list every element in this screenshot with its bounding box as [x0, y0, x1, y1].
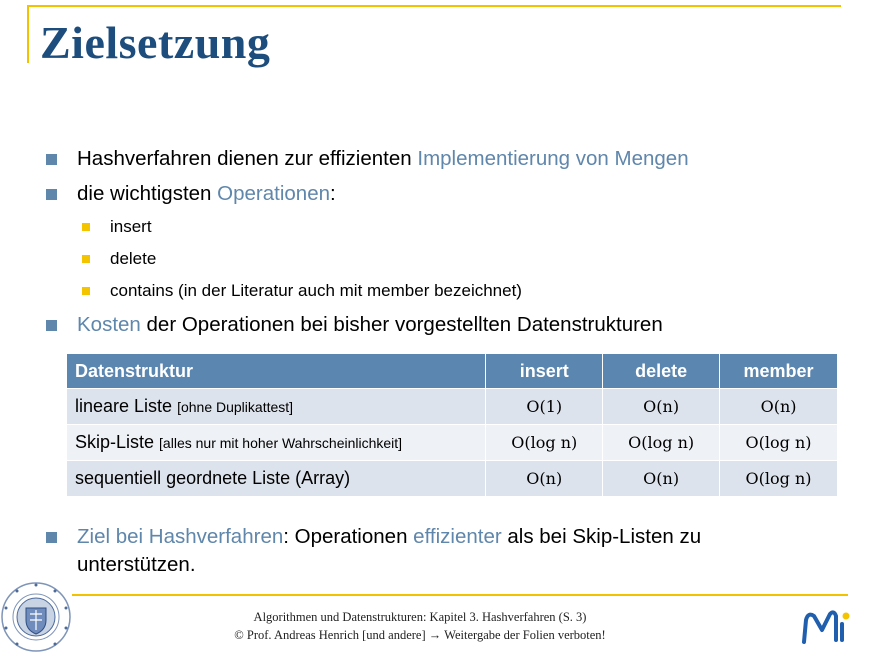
top-rule — [27, 5, 841, 7]
bullet-operationen — [46, 182, 336, 206]
complexity-table — [66, 353, 838, 497]
cell-member: O(n) — [720, 389, 838, 425]
footer — [160, 608, 680, 644]
square-bullet-icon — [46, 532, 57, 543]
chair-logo-icon — [800, 606, 852, 646]
cell-insert: O(log n) — [486, 425, 603, 461]
sub-bullet-delete: delete — [82, 249, 156, 269]
bullet-kosten — [46, 313, 663, 337]
header-datenstruktur: Datenstruktur — [67, 354, 486, 389]
cell-member: O(log n) — [720, 461, 838, 497]
sub-bullet-contains: contains (in der Literatur auch mit member bezeichnet) — [82, 281, 522, 301]
cell-insert: O(n) — [486, 461, 603, 497]
cell-member: O(log n) — [720, 425, 838, 461]
university-seal-icon — [0, 576, 72, 656]
cell-datenstruktur: sequentiell geordnete Liste (Array) — [67, 461, 486, 497]
footer-line-2: © Prof. Andreas Henrich [und andere] → Weitergabe der Folien verboten! — [234, 628, 606, 642]
footer-rule — [72, 594, 848, 596]
square-bullet-icon — [82, 255, 90, 263]
bullet-text: Ziel bei Hashverfahren: Operationen effizienter als bei Skip-Listen zu unterstützen. — [77, 525, 702, 576]
bullet-text: Kosten der Operationen bei bisher vorgestellten Datenstrukturen — [77, 313, 663, 336]
table-header-row — [67, 354, 838, 389]
bullet-hashverfahren — [46, 147, 689, 171]
table-row — [67, 461, 838, 497]
cell-datenstruktur: lineare Liste [ohne Duplikattest] — [67, 389, 486, 425]
cell-delete: O(log n) — [603, 425, 720, 461]
square-bullet-icon — [46, 320, 57, 331]
cell-delete: O(n) — [603, 389, 720, 425]
bullet-text: Hashverfahren dienen zur effizienten Implementierung von Mengen — [77, 147, 689, 170]
sub-bullet-insert: insert — [82, 217, 152, 237]
bullet-ziel — [46, 523, 806, 579]
square-bullet-icon — [82, 223, 90, 231]
square-bullet-icon — [82, 287, 90, 295]
bullet-text: die wichtigsten Operationen: — [77, 182, 336, 205]
square-bullet-icon — [46, 189, 57, 200]
header-insert: insert — [486, 354, 603, 389]
header-delete: delete — [603, 354, 720, 389]
slide-title: Zielsetzung — [40, 17, 271, 68]
table-row — [67, 389, 838, 425]
table-row — [67, 425, 838, 461]
cell-delete: O(n) — [603, 461, 720, 497]
cell-datenstruktur: Skip-Liste [alles nur mit hoher Wahrscheinlichkeit] — [67, 425, 486, 461]
header-member: member — [720, 354, 838, 389]
cell-insert: O(1) — [486, 389, 603, 425]
square-bullet-icon — [46, 154, 57, 165]
left-rule — [27, 5, 29, 63]
footer-line-1: Algorithmen und Datenstrukturen: Kapitel 3. Hashverfahren (S. 3) — [253, 610, 587, 624]
